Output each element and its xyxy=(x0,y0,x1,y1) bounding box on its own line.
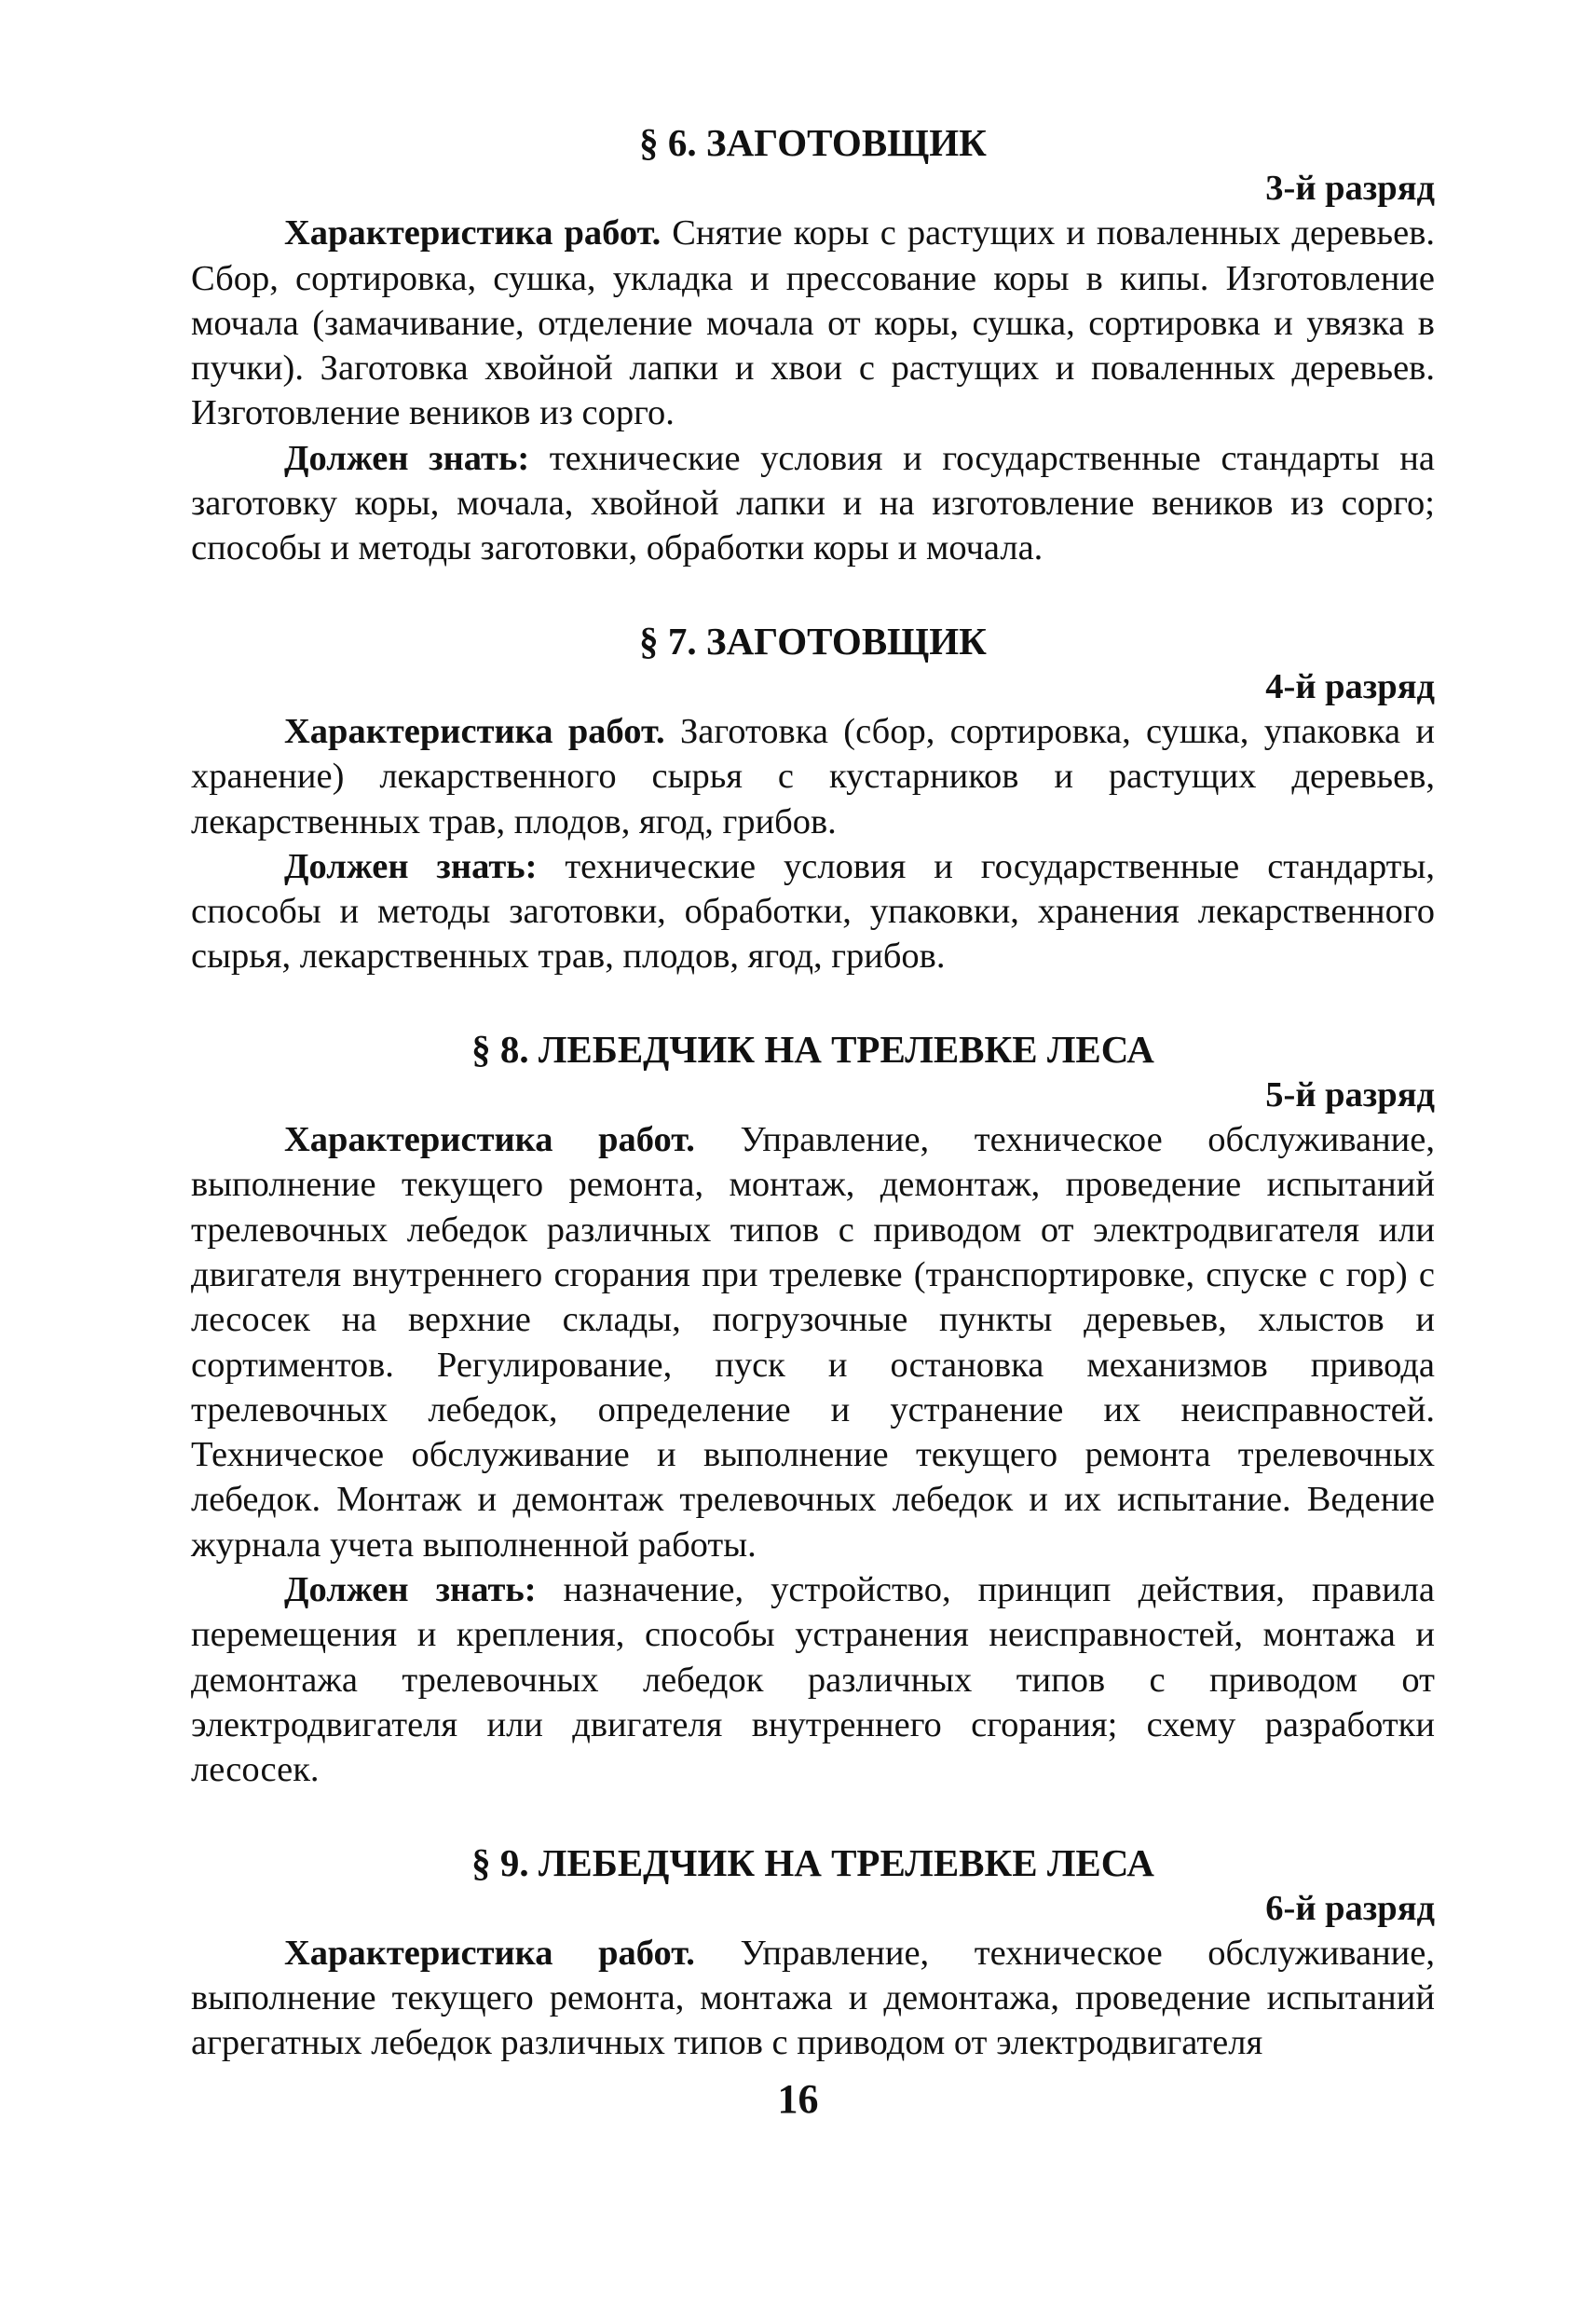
work-text: Заготовка (сбор, сортировка, сушка, упаковка и хранение) лекарственного сырья с кустарников и растущих деревьев, лекарственных трав, плодов, ягод, грибов. xyxy=(191,711,1435,841)
work-label: Характеристика работ. xyxy=(284,711,665,751)
know-label: Должен знать: xyxy=(284,1570,537,1610)
section-heading: § 8. ЛЕБЕДЧИК НА ТРЕЛЕВКЕ ЛЕСА xyxy=(471,1027,1154,1071)
grade-label: 5-й разряд xyxy=(1265,1074,1435,1114)
section-6 xyxy=(191,119,1435,571)
section-heading: § 9. ЛЕБЕДЧИК НА ТРЕЛЕВКЕ ЛЕСА xyxy=(471,1840,1154,1884)
work-label: Характеристика работ. xyxy=(284,1120,695,1160)
section-gap xyxy=(191,979,1435,1026)
knowledge-requirements xyxy=(191,844,1435,979)
work-description xyxy=(191,1931,1435,2066)
knowledge-requirements xyxy=(191,436,1435,571)
document-page xyxy=(191,119,1435,2066)
grade-label: 4-й разряд xyxy=(1265,666,1435,706)
work-text: Снятие коры с растущих и поваленных деревьев. Сбор, сортировка, сушка, укладка и прессование коры в кипы. Изготовление мочала (замачивание, отделение мочала от коры, сушка, сортировка и увязка в пучки). Заготовка хвойной лапки и хвои с растущих и поваленных деревьев. Изготовление веников из сорго. xyxy=(191,213,1435,433)
work-label: Характеристика работ. xyxy=(284,1933,695,1973)
section-gap xyxy=(191,571,1435,618)
know-label: Должен знать: xyxy=(284,438,530,478)
know-text: технические условия и государственные стандарты на заготовку коры, мочала, хвойной лапки и на изготовление веников из сорго; способы и методы заготовки, обработки коры и мочала. xyxy=(191,438,1435,568)
grade-label: 6-й разряд xyxy=(1265,1888,1435,1928)
know-text: назначение, устройство, принцип действия, правила перемещения и крепления, способы устранения неисправностей, монтажа и демонтажа трелевочных лебедок различных типов с приводом от электродвигателя или двигателя внутреннего сгорания; схему разработки лесосек. xyxy=(191,1570,1435,1790)
work-description xyxy=(191,1117,1435,1567)
work-description xyxy=(191,709,1435,844)
know-text: технические условия и государственные стандарты, способы и методы заготовки, обработки, упаковки, хранения лекарственного сырья, лекарственных трав, плодов, ягод, грибов. xyxy=(191,846,1435,977)
grade-label: 3-й разряд xyxy=(1265,169,1435,208)
work-label: Характеристика работ. xyxy=(284,213,662,253)
work-text: Управление, техническое обслуживание, выполнение текущего ремонта, монтаж, демонтаж, проведение испытаний трелевочных лебедок различных типов с приводом от электродвигателя или двигателя внутреннего сгорания при трелевке (транспортировке, спуске с гор) с лесосек на верхние склады, погрузочные пункты деревьев, хлыстов и сортиментов. Регулирование, пуск и остановка механизмов привода трелевочных лебедок, определение и устранение их неисправностей. Техническое обслуживание и выполнение текущего ремонта трелевочных лебедок. Монтаж и демонтаж трелевочных лебедок и их испытание. Ведение журнала учета выполненной работы. xyxy=(191,1120,1435,1565)
knowledge-requirements xyxy=(191,1567,1435,1792)
page-number: 16 xyxy=(777,2076,819,2122)
work-text: Управление, техническое обслуживание, выполнение текущего ремонта, монтажа и демонтажа, проведение испытаний агрегатных лебедок различных типов с приводом от электродвигателя xyxy=(191,1933,1435,2063)
section-heading: § 7. ЗАГОТОВЩИК xyxy=(639,619,987,663)
section-9 xyxy=(191,1839,1435,2066)
section-8 xyxy=(191,1026,1435,1793)
section-gap xyxy=(191,1793,1435,1839)
work-description xyxy=(191,211,1435,435)
section-7 xyxy=(191,618,1435,979)
know-label: Должен знать: xyxy=(284,846,538,886)
section-heading: § 6. ЗАГОТОВЩИК xyxy=(639,121,987,164)
